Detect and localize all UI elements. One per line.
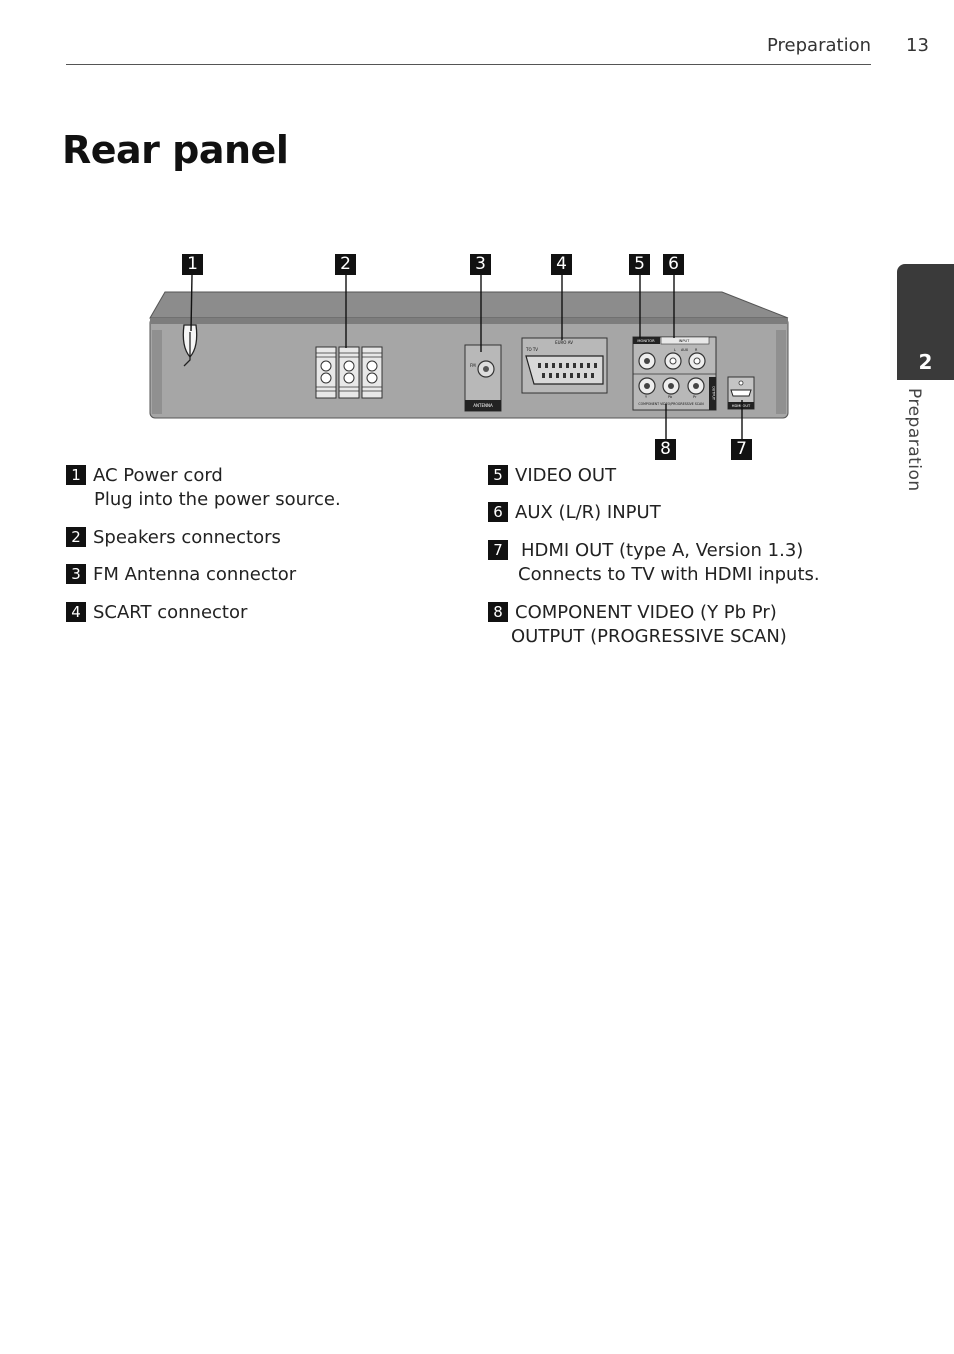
rear-panel-figure	[0, 0, 954, 470]
callout-4: 4	[551, 254, 572, 275]
monitor-label: MONITOR	[637, 339, 655, 343]
callout-7: 7	[731, 439, 752, 460]
legend-item-4	[66, 601, 247, 625]
legend-item-2	[66, 526, 281, 550]
legend-number: 1	[66, 465, 86, 485]
av-connector-block	[633, 337, 716, 410]
chassis-edge	[150, 318, 788, 324]
legend-item-1	[66, 464, 341, 512]
legend-number: 2	[66, 527, 86, 547]
legend-label: COMPONENT VIDEO (Y Pb Pr)	[515, 602, 777, 623]
antenna-label: ANTENNA	[473, 403, 493, 408]
input-label: INPUT	[678, 339, 690, 343]
pr-label: Pr	[693, 395, 697, 399]
component-label: COMPONENT VIDEO/PROGRESSIVE SCAN	[638, 402, 704, 406]
scart-connector	[522, 338, 607, 393]
chapter-number: 2	[918, 350, 933, 374]
legend-number: 3	[66, 564, 86, 584]
chassis-top	[150, 292, 788, 318]
legend-item-7	[488, 539, 820, 587]
legend-label: SCART connector	[93, 602, 248, 623]
fm-antenna-connector	[465, 345, 501, 411]
euro-av-label: EURO AV	[555, 340, 573, 345]
pb-label: Pb	[668, 395, 673, 399]
legend-label: HDMI OUT (type A, Version 1.3)	[521, 540, 804, 561]
legend-item-6	[488, 501, 661, 525]
legend-number: 8	[488, 602, 508, 622]
callout-1: 1	[182, 254, 203, 275]
legend-label: VIDEO OUT	[515, 465, 617, 486]
legend-number: 4	[66, 602, 86, 622]
callout-2: 2	[335, 254, 356, 275]
hdmi-out-label: HDMI OUT	[731, 404, 751, 408]
legend-label: FM Antenna connector	[93, 564, 297, 585]
legend-description: Plug into the power source.	[94, 489, 341, 510]
speaker-terminals	[316, 347, 382, 398]
hdmi-connector	[728, 377, 754, 409]
callout-8: 8	[655, 439, 676, 460]
legend-label: AUX (L/R) INPUT	[515, 502, 661, 523]
chassis-right-side	[776, 330, 786, 414]
callout-3: 3	[470, 254, 491, 275]
chapter-label: Preparation	[904, 388, 924, 492]
legend-item-8	[488, 601, 787, 649]
y-label: Y	[645, 395, 648, 399]
output-label: OUTPUT	[711, 386, 716, 400]
legend-label: Speakers connectors	[93, 527, 281, 548]
header-section-title: Preparation	[767, 35, 871, 56]
callout-6: 6	[663, 254, 684, 275]
legend-item-5	[488, 464, 616, 488]
aux-r-label: R	[695, 348, 698, 352]
page-title: Rear panel	[62, 128, 289, 172]
legend-description: OUTPUT (PROGRESSIVE SCAN)	[511, 626, 787, 647]
callout-5: 5	[629, 254, 650, 275]
legend-number: 7	[488, 540, 508, 560]
page-number: 13	[906, 35, 929, 56]
legend-description: Connects to TV with HDMI inputs.	[518, 564, 820, 585]
legend-item-3	[66, 563, 296, 587]
rear-panel-diagram	[0, 0, 954, 470]
fm-label: FM	[470, 363, 476, 368]
legend-number: 6	[488, 502, 508, 522]
aux-label: AUX	[681, 348, 689, 352]
to-tv-label: TO TV	[526, 347, 539, 352]
aux-l-label: L	[674, 348, 676, 352]
legend-label: AC Power cord	[93, 465, 223, 486]
chassis-left-side	[152, 330, 162, 414]
legend-number: 5	[488, 465, 508, 485]
